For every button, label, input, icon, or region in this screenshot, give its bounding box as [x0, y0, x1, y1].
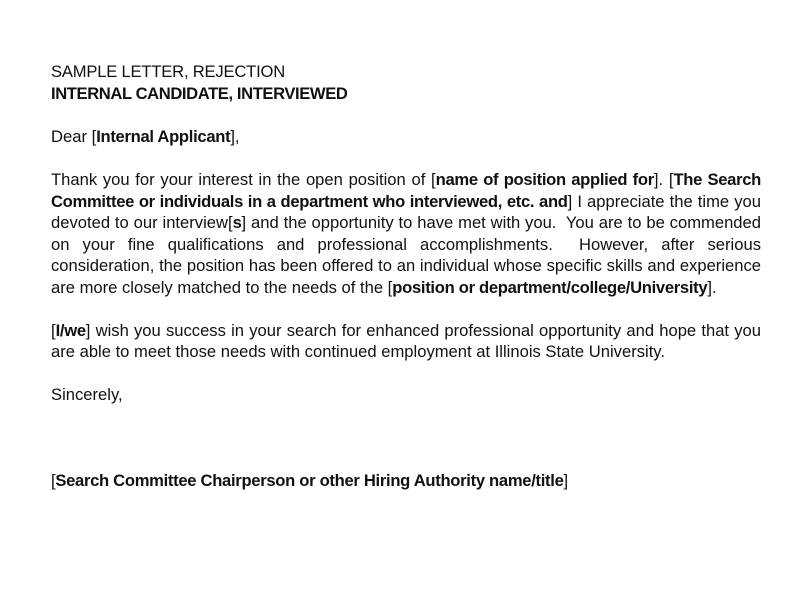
placeholder-department: position or department/college/University	[392, 277, 708, 297]
text-run: ]. [	[653, 170, 674, 189]
letter-title-line2: INTERNAL CANDIDATE, INTERVIEWED	[51, 84, 348, 103]
placeholder-i-we: I/we	[55, 320, 86, 340]
placeholder-plural: s	[232, 213, 242, 232]
text-run: [	[51, 320, 56, 340]
text-run: ] and the opportunity to have met with you. You are to be commended on your fine qualifications and professional accomplishments. However, after serious consideration, the position has been offered to an individual whose specific skills and experience are more closely matched to the needs of the [	[51, 213, 761, 297]
signature-suffix: ]	[563, 470, 568, 490]
signature-prefix: [	[51, 470, 56, 490]
greeting-placeholder: Internal Applicant	[96, 127, 231, 146]
text-run: ] I appreciate the time you devoted to our interview[	[51, 191, 761, 232]
text-run: ].	[707, 277, 717, 297]
greeting-prefix: Dear [	[51, 127, 97, 146]
placeholder-position: name of position applied for	[435, 170, 654, 189]
body-paragraph-2	[51, 320, 761, 363]
signature	[51, 470, 761, 492]
signature-placeholder: Search Committee Chairperson or other Hiring Authority name/title	[55, 470, 564, 490]
letter-title-line1: SAMPLE LETTER, REJECTION	[51, 62, 286, 81]
text-run: ] wish you success in your search for enhanced professional opportunity and hope that you are able to meet those needs with continued employment at Illinois State University.	[51, 320, 761, 361]
greeting	[51, 126, 761, 148]
placeholder-committee: The Search Committee or individuals in a department who interviewed, etc. and	[51, 170, 762, 211]
greeting-suffix: ],	[230, 127, 240, 146]
letter-page	[51, 61, 761, 491]
closing: Sincerely,	[51, 385, 123, 404]
body-paragraph-1	[51, 169, 761, 298]
text-run: Thank you for your interest in the open position of [	[51, 170, 436, 189]
